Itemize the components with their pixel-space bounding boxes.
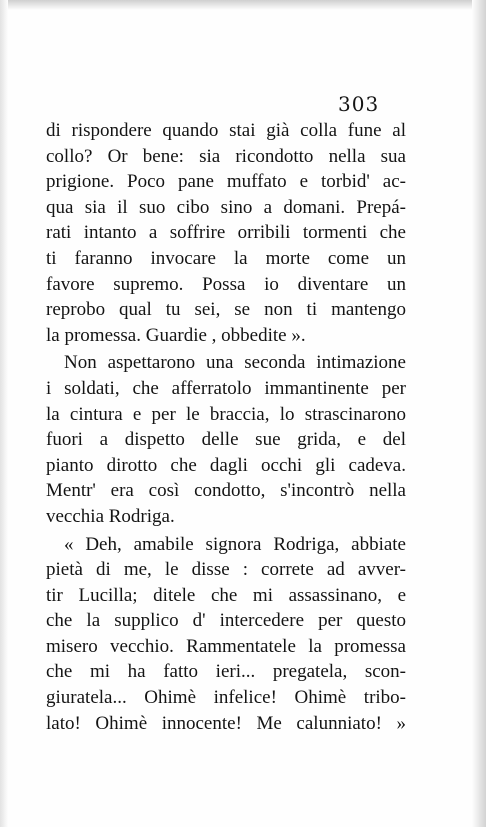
text-line: Non aspettarono una seconda intimazione <box>64 352 406 374</box>
text-line: fuori a dispetto delle sue grida, e del <box>46 429 406 451</box>
text-line: lato! Ohimè innocente! Me calunniato! » <box>46 712 406 734</box>
text-line: che mi ha fatto ieri... pregatela, scon- <box>46 661 406 683</box>
text-line: la promessa. Guardie , obbedite ». <box>46 324 306 346</box>
text-line: giuratela... Ohimè infelice! Ohimè tribo- <box>46 687 406 709</box>
text-line: tir Lucilla; ditele che mi assassinano, e <box>46 584 406 606</box>
page-edge-shadow-left <box>0 0 8 827</box>
page-edge-shadow-top <box>0 0 486 10</box>
text-line: collo? Or bene: sia ricondotto nella sua <box>46 145 406 167</box>
text-line: favore supremo. Possa io diventare un <box>46 273 406 295</box>
page-number: 303 <box>338 92 380 116</box>
text-line: prigione. Poco pane muffato e torbid' ac- <box>46 171 406 193</box>
text-line: rati intanto a soffrire orribili tormenti che <box>46 222 406 244</box>
text-line: i soldati, che afferratolo immantinente per <box>46 377 406 399</box>
text-line: pietà di me, le disse : correte ad avver- <box>46 559 406 581</box>
text-line: « Deh, amabile signora Rodriga, abbiate <box>64 533 406 555</box>
body-text <box>46 118 406 736</box>
text-line: Mentr' era così condotto, s'incontrò nella <box>46 480 406 502</box>
text-line: che la supplico d' intercedere per questo <box>46 610 406 632</box>
text-line: misero vecchio. Rammentatele la promessa <box>46 635 406 657</box>
text-line: reprobo qual tu sei, se non ti mantengo <box>46 299 406 321</box>
text-line: qua sia il suo cibo sino a domani. Prepá- <box>46 196 406 218</box>
text-line: di rispondere quando stai già colla fune al <box>46 120 406 141</box>
text-line: vecchia Rodriga. <box>46 505 175 527</box>
text-line: ti faranno invocare la morte come un <box>46 247 406 269</box>
page-edge-shadow-right <box>472 0 486 827</box>
text-line: pianto dirotto che dagli occhi gli cadeva. <box>46 454 406 476</box>
text-line: la cintura e per le braccia, lo strascinarono <box>46 403 406 425</box>
